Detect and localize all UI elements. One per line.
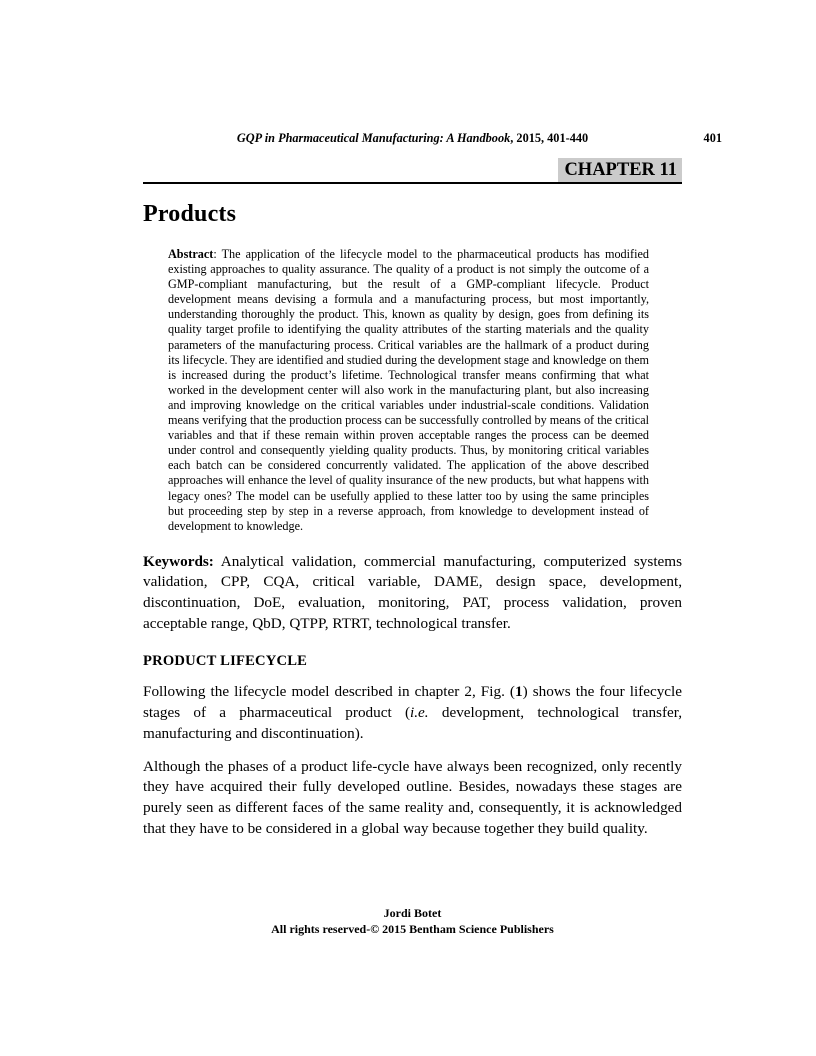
paragraph-1-ie: i.e. (410, 703, 429, 721)
keywords-text: Analytical validation, commercial manufacturing, computerized systems validation, CPP, CQA, critical variable, DAME, design space, development, discontinuation, DoE, evaluation, monitoring, PAT, process validation, proven acceptable range, QbD, QTPP, RTRT, technological transfer. (143, 552, 682, 632)
page-footer (143, 906, 682, 937)
paragraph-1-mid: ) shows the four lifecycle stages of a pharmaceutical product ( (143, 683, 683, 721)
keywords-paragraph (143, 552, 682, 634)
paragraph-1-pre: Following the lifecycle model described in chapter 2, Fig. ( (143, 683, 515, 701)
paragraph-lifecycle-stages (143, 682, 682, 744)
footer-author: Jordi Botet (383, 906, 442, 920)
abstract-text: : The application of the lifecycle model to the pharmaceutical products has modified existing approaches to quality assurance. The quality of a product is not simply the outcome of a GMP-compliant manufacturing, but the result of a GMP-compliant lifecycle. Product development means devising a formula and a manufacturing process, but most importantly, understanding thoroughly the product. This, known as quality by design, goes from defining its quality target profile to identifying the quality attributes of the starting materials and the quality parameters of the manufacturing process. Critical variables are the hallmark of a product during its lifecycle. They are identified and studied during the development stage and knowledge on them is increased during the product’s lifetime. Technological transfer means confirming that what worked in the development center will also work in the manufacturing plant, but also increasing and improving knowledge on the critical variables under industrial-scale conditions. Validation means verifying that the production process can be successfully controlled by means of the critical variables and that if these remain within proven acceptable ranges the process can be deemed under control and consequently yielding quality products. Thus, by monitoring critical variables each batch can be considered concurrently validated. The application of the above described approaches will enhance the level of quality insurance of the new products, but what happens with legacy ones? The model can be usefully applied to these latter too by using the same principles but proceeding step by step in a reverse approach, from knowledge to development instead of development to knowledge. (168, 247, 649, 533)
paragraph-lifecycle-phases: Although the phases of a product life-cycle have always been recognized, only recently they have acquired their fully developed outline. Besides, nowadays these stages are purely seen as different faces of the same reality and, consequently, it is acknowledged that they have to be considered in a global way because together they build quality. (143, 757, 682, 837)
keywords-label: Keywords: (143, 552, 214, 570)
abstract-label: Abstract (168, 247, 214, 261)
chapter-rule (143, 158, 682, 184)
abstract-paragraph (168, 247, 649, 534)
footer-rights: All rights reserved-© 2015 Bentham Science Publishers (271, 921, 554, 936)
paragraph-1-post: development, technological transfer, manufacturing and discontinuation). (143, 703, 682, 742)
page-number: 401 (703, 131, 722, 145)
running-title-pages: , 2015, 401-440 (510, 131, 589, 145)
running-header (143, 131, 722, 145)
page-title: Products (143, 201, 237, 227)
running-title: GQP in Pharmaceutical Manufacturing: A Handbook (236, 131, 511, 145)
chapter-badge: CHAPTER 11 (558, 158, 682, 182)
page-content-column (143, 0, 722, 840)
figure-1-reference: 1 (515, 683, 523, 701)
section-heading-product-lifecycle: PRODUCT LIFECYCLE (143, 653, 308, 670)
